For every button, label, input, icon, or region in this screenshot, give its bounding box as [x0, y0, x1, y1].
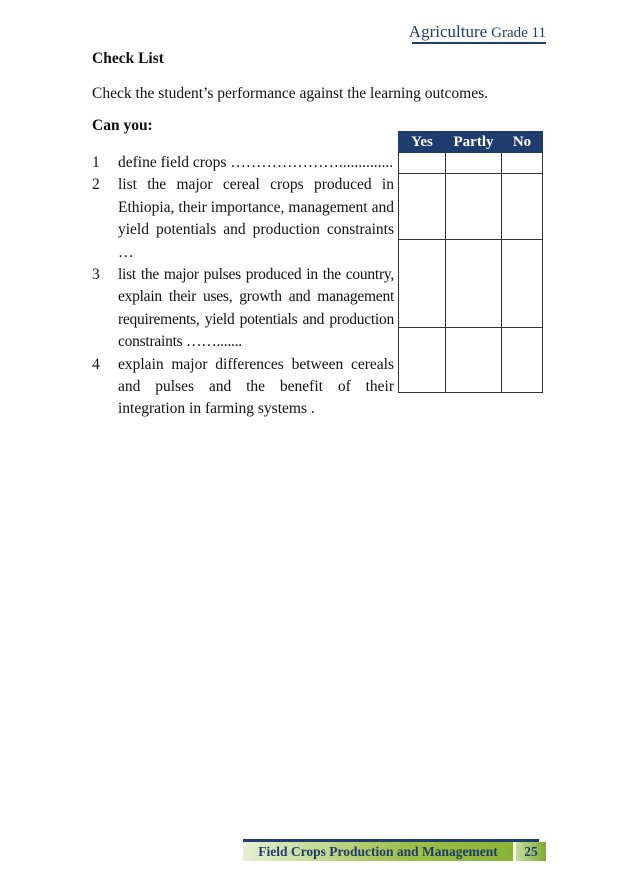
list-item	[92, 152, 394, 174]
check-cell-partly[interactable]	[446, 240, 502, 328]
running-header	[409, 22, 546, 42]
check-cell-partly[interactable]	[446, 328, 502, 393]
list-item	[92, 174, 394, 264]
item-text: define field crops …………………..............	[118, 154, 394, 171]
check-cell-no[interactable]	[502, 240, 543, 328]
table-row	[399, 174, 543, 240]
table-header-row	[399, 132, 543, 153]
column-yes: Yes	[399, 132, 446, 153]
item-text: explain major differences between cereals and pulses and the benefit of their integration in farming systems .	[118, 355, 394, 418]
check-cell-partly[interactable]	[446, 153, 502, 174]
check-cell-no[interactable]	[502, 153, 543, 174]
check-cell-partly[interactable]	[446, 174, 502, 240]
header-rule	[412, 42, 546, 44]
section-title: Check List	[92, 50, 164, 67]
checklist-table	[398, 131, 543, 393]
page-number: 25	[516, 842, 546, 861]
check-cell-yes[interactable]	[399, 174, 446, 240]
column-partly: Partly	[446, 132, 502, 153]
table-row	[399, 328, 543, 393]
check-cell-no[interactable]	[502, 174, 543, 240]
check-cell-yes[interactable]	[399, 240, 446, 328]
item-number: 2	[92, 176, 100, 194]
item-text: list the major pulses produced in the country, explain their uses, growth and management requirements, yield potentials and production constraints …….......	[118, 266, 394, 351]
footer-title: Field Crops Production and Management	[243, 842, 513, 861]
header-grade: Grade 11	[491, 25, 546, 41]
item-text: list the major cereal crops produced in Ethiopia, their importance, management and yield potentials and production constraints …	[118, 176, 394, 261]
outcome-list	[92, 152, 394, 421]
table-row	[399, 153, 543, 174]
item-number: 4	[92, 355, 100, 373]
column-no: No	[502, 132, 543, 153]
item-number: 1	[92, 154, 100, 171]
list-item	[92, 354, 394, 421]
check-cell-yes[interactable]	[399, 328, 446, 393]
check-cell-yes[interactable]	[399, 153, 446, 174]
check-cell-no[interactable]	[502, 328, 543, 393]
item-number: 3	[92, 266, 100, 284]
table-row	[399, 240, 543, 328]
prompt-heading: Can you:	[92, 117, 153, 134]
header-subject: Agriculture	[408, 22, 488, 41]
list-item	[92, 264, 394, 354]
instruction-text: Check the student’s performance against the learning outcomes.	[92, 85, 488, 102]
